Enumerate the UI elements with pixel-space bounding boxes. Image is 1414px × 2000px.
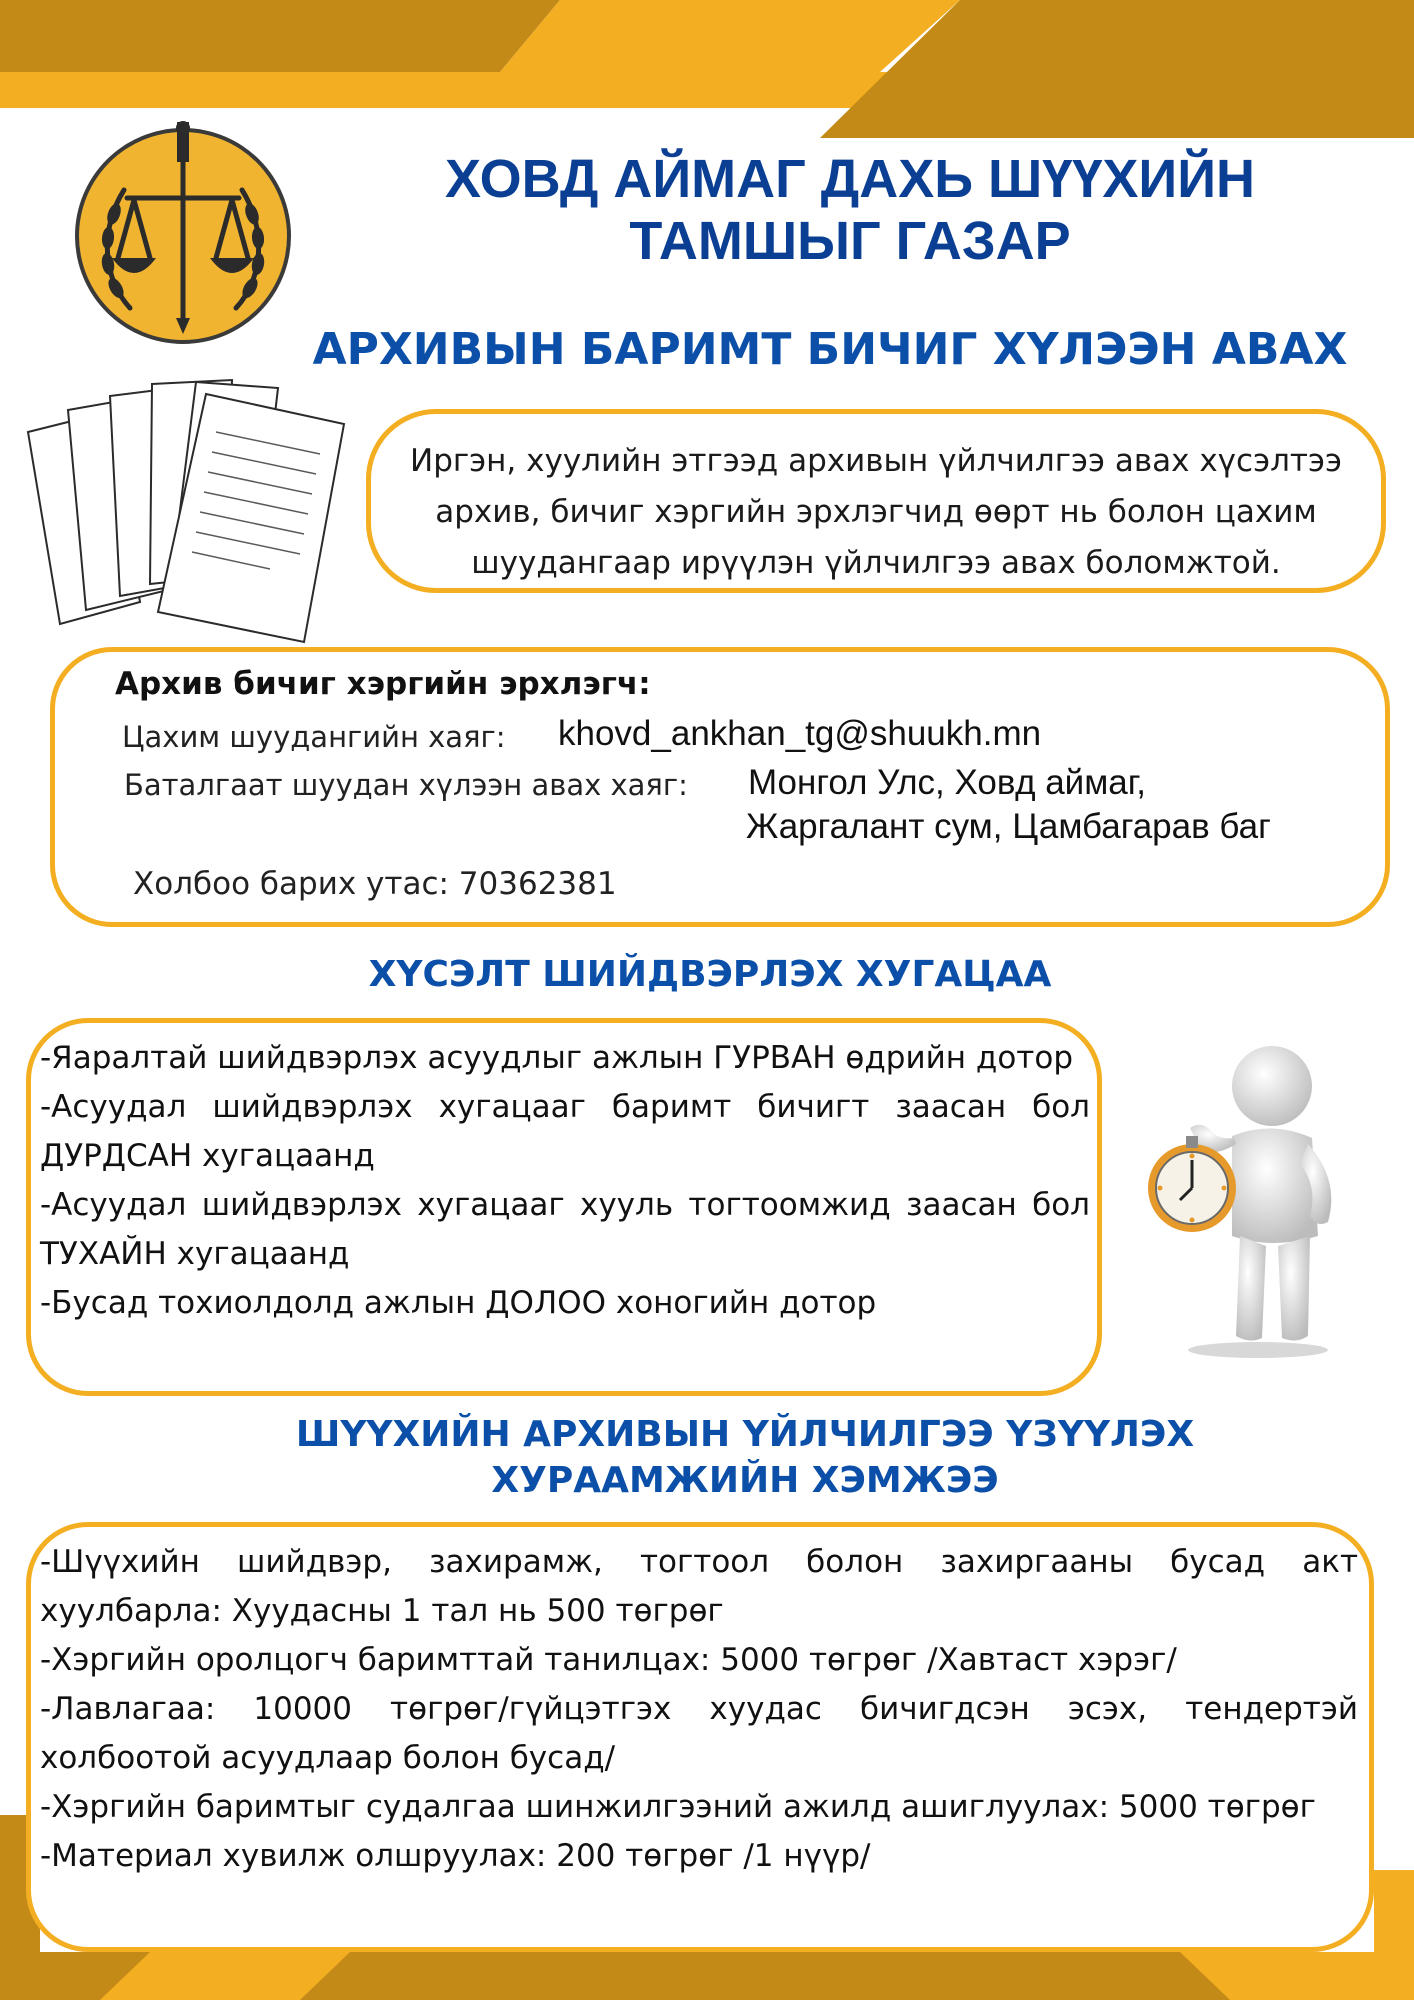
address-line-1: Монгол Улс, Ховд аймаг, xyxy=(748,763,1146,802)
fee-item: -Хэргийн баримтыг судалгаа шинжилгээний ажилд ашиглуулах: 5000 төгрөг xyxy=(40,1789,1316,1825)
deadline-item: -Асуудал шийдвэрлэх хугацааг хууль тогтоомжид заасан бол ТУХАЙН хугацаанд xyxy=(40,1187,1090,1272)
documents-illustration-icon xyxy=(20,372,350,662)
deadline-item: -Асуудал шийдвэрлэх хугацааг баримт бичигт заасан бол ДУРДСАН хугацаанд xyxy=(40,1089,1090,1174)
fee-item: -Материал хувилж олшруулах: 200 төгрөг /1 нүүр/ xyxy=(40,1838,871,1874)
fee-item: -Лавлагаа: 10000 төгрөг/гүйцэтгэх хуудас бичигдсэн эсэх, тендертэй холбоотой асуудлаар болон бусад/ xyxy=(40,1691,1358,1776)
email-value[interactable]: khovd_ankhan_tg@shuukh.mn xyxy=(558,714,1042,753)
fees-heading xyxy=(230,1412,1260,1504)
fees-heading-line-1: ШҮҮХИЙН АРХИВЫН ҮЙЛЧИЛГЭЭ ҮЗҮҮЛЭХ xyxy=(295,1414,1195,1455)
fee-item: -Шүүхийн шийдвэр, захирамж, тогтоол болон захиргааны бусад акт хуулбарла: Хуудасны 1 тал нь 500 төгрөг xyxy=(40,1544,1358,1629)
fees-list xyxy=(40,1538,1358,1881)
deadline-item: -Яаралтай шийдвэрлэх асуудлыг ажлын ГУРВАН өдрийн дотор xyxy=(40,1040,1074,1076)
person-stopwatch-illustration-icon xyxy=(1140,1040,1370,1360)
deadline-heading: ХҮСЭЛТ ШИЙДВЭРЛЭХ ХУГАЦАА xyxy=(368,954,1052,995)
court-emblem-icon xyxy=(72,118,294,350)
address-line-2: Жаргалант сум, Цамбагарав баг xyxy=(746,807,1271,846)
email-label: Цахим шуудангийн хаяг: xyxy=(122,720,506,754)
title-line-1: ХОВД АЙМАГ ДАХЬ ШҮҮХИЙН xyxy=(444,149,1256,209)
address-label: Баталгаат шуудан хүлээн авах хаяг: xyxy=(124,768,688,802)
phone-text: Холбоо барих утас: 70362381 xyxy=(133,866,617,902)
intro-box xyxy=(366,409,1386,593)
fee-item: -Хэргийн оролцогч баримттай танилцах: 5000 төгрөг /Хавтаст хэрэг/ xyxy=(40,1642,1177,1678)
title-line-2: ТАМШЫГ ГАЗАР xyxy=(629,211,1071,271)
contact-heading: Архив бичиг хэргийн эрхлэгч: xyxy=(115,666,651,702)
fees-heading-line-2: ХУРААМЖИЙН ХЭМЖЭЭ xyxy=(491,1460,999,1501)
page-subtitle: АРХИВЫН БАРИМТ БИЧИГ ХҮЛЭЭН АВАХ xyxy=(312,324,1348,375)
intro-text: Иргэн, хуулийн этгээд архивын үйлчилгээ авах хүсэлтээ архив, бичиг хэргийн эрхлэгчид өөрт нь болон цахим шуудангаар ирүүлэн үйлчилгээ авах боломжтой. xyxy=(410,443,1342,581)
deadline-list xyxy=(40,1034,1090,1328)
page-title xyxy=(380,148,1320,272)
deadline-item: -Бусад тохиолдолд ажлын ДОЛОО хоногийн дотор xyxy=(40,1285,877,1321)
